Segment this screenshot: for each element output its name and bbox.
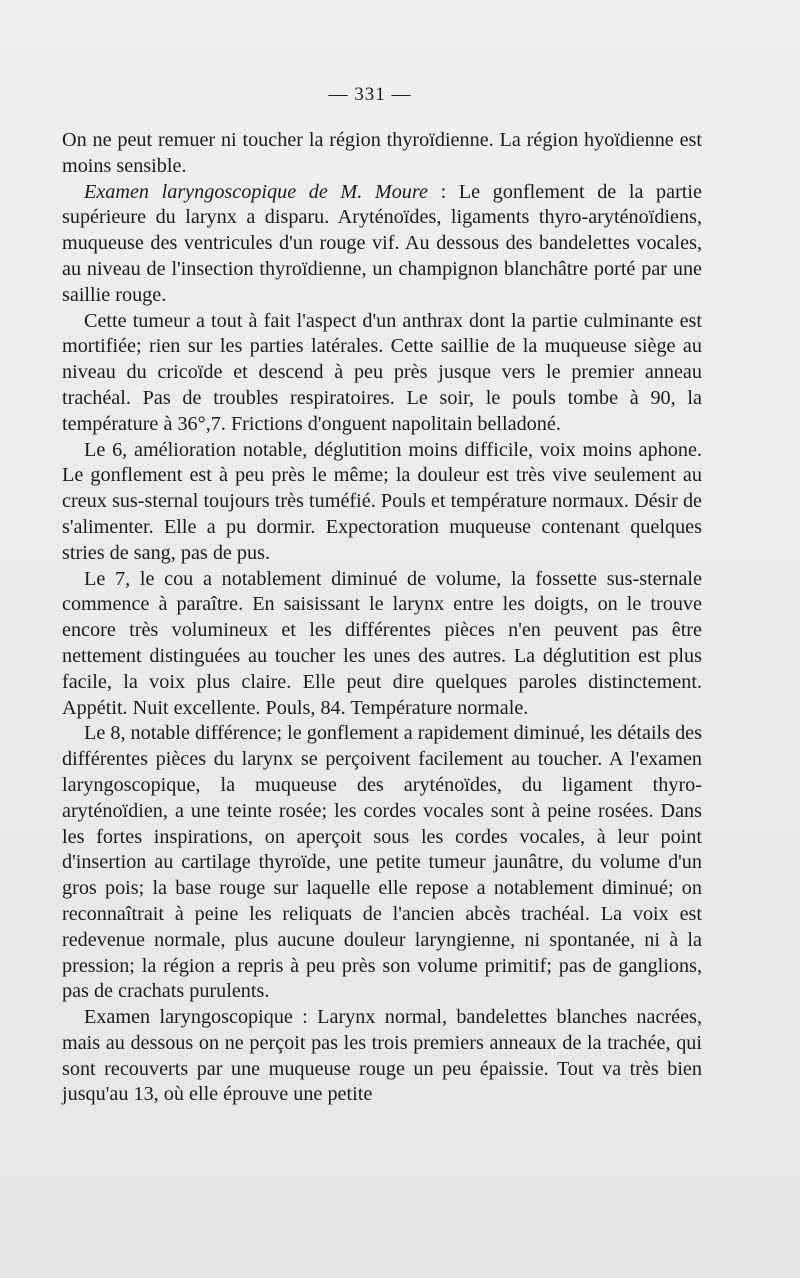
paragraph: Examen laryngoscopique : Larynx normal, bandelettes blanches nacrées, mais au dessous on ne perçoit pas les trois premiers anneaux de la trachée, qui sont recouverts par une muqueuse rouge un peu épaissie. Tout va très bien jusqu'au 13, où elle éprouve une petite [62, 1006, 702, 1106]
italic-heading: Examen laryngoscopique de M. Moure [84, 180, 428, 203]
paragraph-text: : Le gonflement de la partie supérieure du larynx a disparu. Aryténoïdes, ligaments thyro-aryténoïdiens, muqueuse des ventricules d'un rouge vif. Au dessous des bandelettes vocales, au niveau de l'insection thyroïdienne, un champignon blanchâtre porté par une saillie rouge. [62, 180, 702, 306]
page-number: — 331 — [328, 84, 412, 105]
paragraph: Le 8, notable différence; le gonflement a rapidement diminué, les détails des différentes pièces du larynx se perçoivent facilement au toucher. A l'examen laryngoscopique, la muqueuse des aryténoïdes, du ligament thyro-aryténoïdien, a une teinte rosée; les cordes vocales sont à peine rosées. Dans les fortes inspirations, on aperçoit sous les cordes vocales, à leur point d'insertion au cartilage thyroïde, une petite tumeur jaunâtre, du volume d'un gros pois; la base rouge sur laquelle elle repose a notablement diminué; on reconnaîtrait à peine les reliquats de l'ancien abcès trachéal. La voix est redevenue normale, plus aucune douleur laryngienne, ni spontanée, ni à la pression; la région a repris à peu près son volume primitif; pas de ganglions, pas de crachats purulents. [62, 722, 702, 1003]
paragraph: Cette tumeur a tout à fait l'aspect d'un anthrax dont la partie culminante est mortifiée; rien sur les parties latérales. Cette saillie de la muqueuse siège au niveau du cricoïde et descend à peu près jusque vers le premier anneau trachéal. Pas de troubles respiratoires. Le soir, le pouls tombe à 90, la température à 36°,7. Frictions d'onguent napolitain belladoné. [62, 309, 702, 435]
paragraph [62, 180, 702, 309]
paragraph: On ne peut remuer ni toucher la région thyroïdienne. La région hyoïdienne est moins sensible. [62, 129, 702, 177]
paragraph: Le 7, le cou a notablement diminué de volume, la fossette sus-sternale commence à paraître. En saisissant le larynx entre les doigts, on le trouve encore très volumineux et les différentes pièces n'en peuvent pas être nettement distinguées au toucher les unes des autres. La déglutition est plus facile, la voix plus claire. Elle peut dire quelques paroles distinctement. Appétit. Nuit excellente. Pouls, 84. Température normale. [62, 567, 702, 719]
body-text [62, 128, 702, 1108]
paragraph: Le 6, amélioration notable, déglutition moins difficile, voix moins aphone. Le gonflement est à peu près le même; la douleur est très vive seulement au creux sus-sternal toujours très tuméfié. Pouls et température normaux. Désir de s'alimenter. Elle a pu dormir. Expectoration muqueuse contenant quelques stries de sang, pas de pus. [62, 438, 702, 564]
